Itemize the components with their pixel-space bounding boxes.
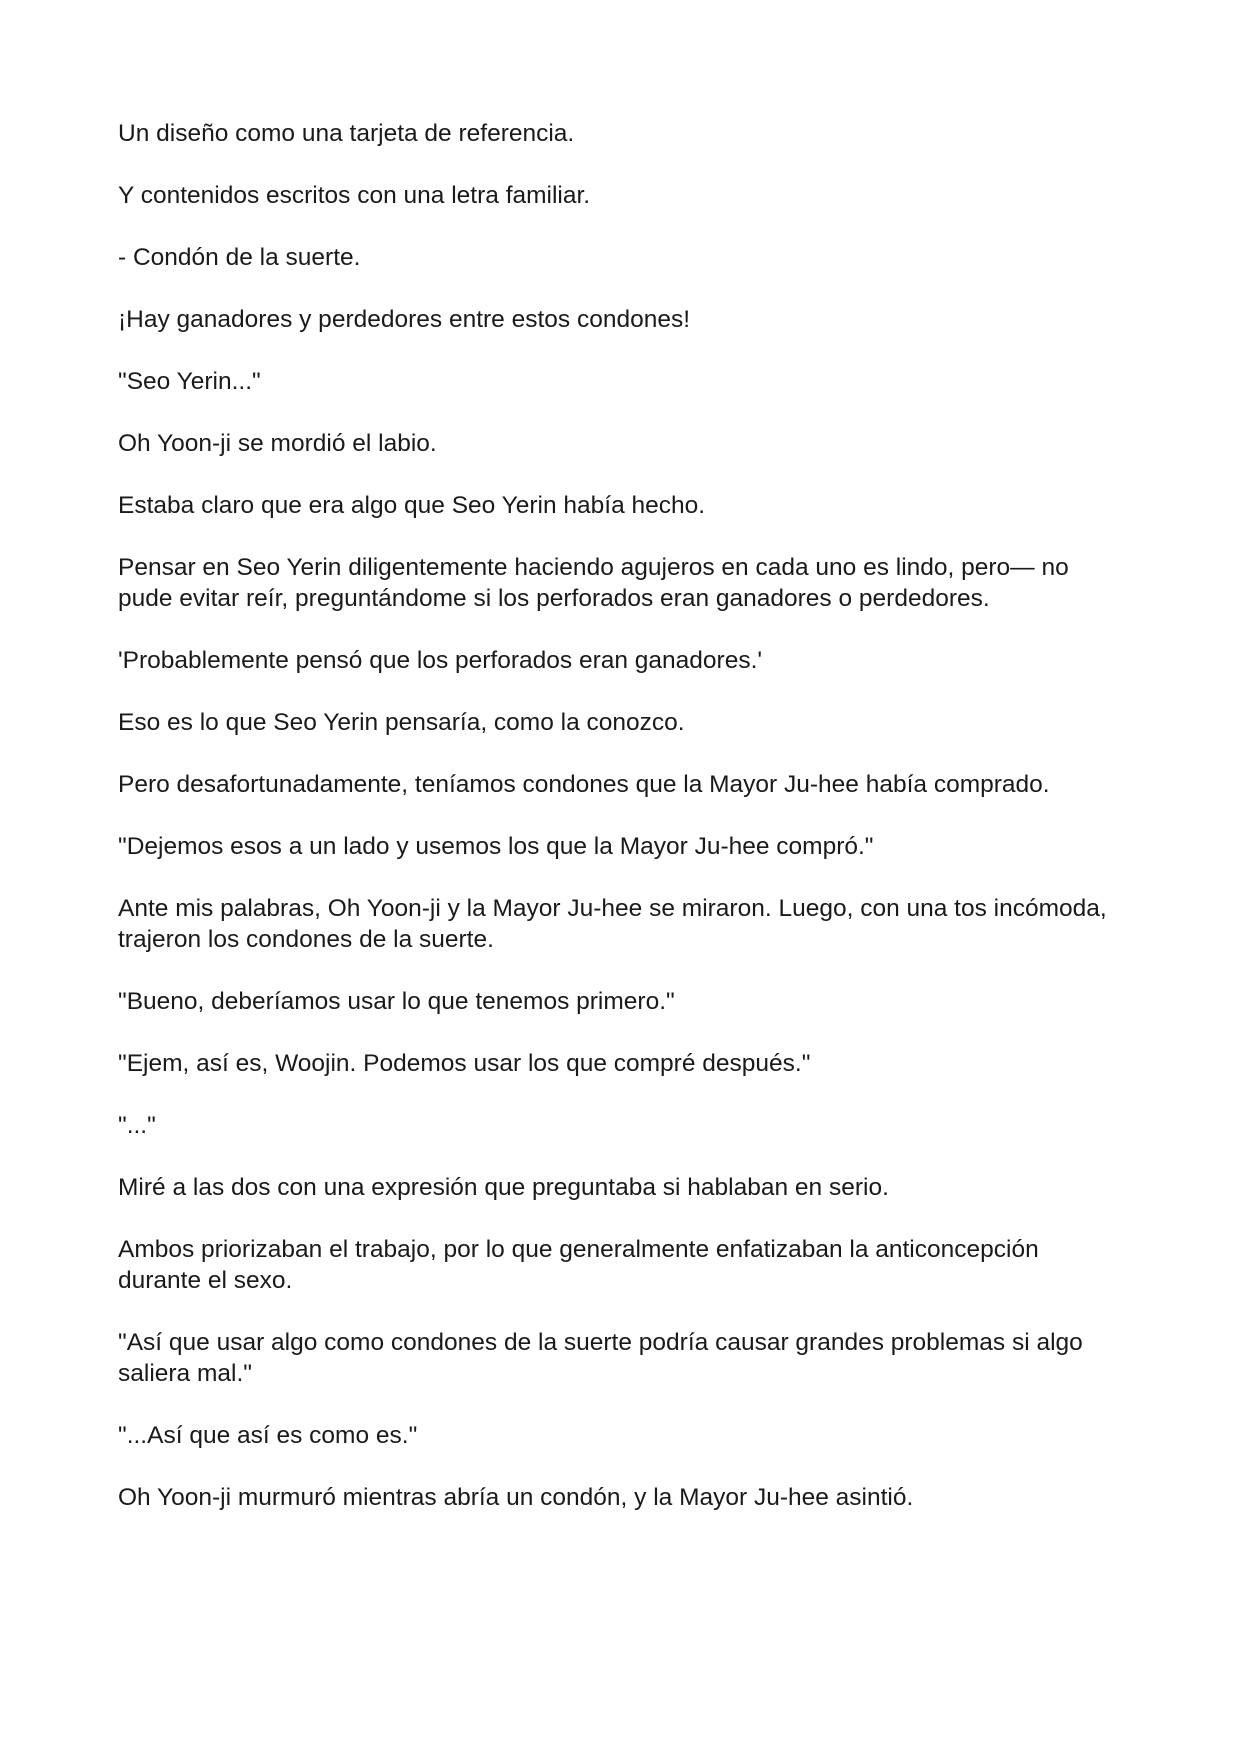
paragraph: Oh Yoon-ji se mordió el labio. [118,430,437,457]
paragraph: Un diseño como una tarjeta de referencia. [118,120,575,147]
paragraph: Pero desafortunadamente, teníamos condones que la Mayor Ju-hee había comprado. [118,771,1050,798]
paragraph: - Condón de la suerte. [118,244,361,271]
paragraph: ¡Hay ganadores y perdedores entre estos condones! [118,306,691,333]
paragraph: "Seo Yerin..." [118,368,261,395]
paragraph: Miré a las dos con una expresión que preguntaba si hablaban en serio. [118,1174,889,1201]
paragraph: "Bueno, deberíamos usar lo que tenemos primero." [118,988,675,1015]
paragraph: "Dejemos esos a un lado y usemos los que la Mayor Ju-hee compró." [118,833,874,860]
paragraph: "..." [118,1112,156,1139]
paragraph: Eso es lo que Seo Yerin pensaría, como la conozco. [118,709,685,736]
paragraph: Pensar en Seo Yerin diligentemente haciendo agujeros en cada uno es lindo, pero— no pude evitar reír, preguntándome si los perforados eran ganadores o perdedores. [118,554,1069,612]
paragraph: 'Probablemente pensó que los perforados eran ganadores.' [118,647,763,674]
paragraph: Ambos priorizaban el trabajo, por lo que generalmente enfatizaban la anticoncepción durante el sexo. [118,1236,1039,1294]
paragraph: Estaba claro que era algo que Seo Yerin había hecho. [118,492,706,519]
paragraph: Oh Yoon-ji murmuró mientras abría un condón, y la Mayor Ju-hee asintió. [118,1484,914,1511]
paragraph: Ante mis palabras, Oh Yoon-ji y la Mayor Ju-hee se miraron. Luego, con una tos incómoda, trajeron los condones de la suerte. [118,895,1107,953]
paragraph: Y contenidos escritos con una letra familiar. [118,182,591,209]
paragraph: "Ejem, así es, Woojin. Podemos usar los que compré después." [118,1050,811,1077]
document-body [118,118,1118,1544]
paragraph: "Así que usar algo como condones de la suerte podría causar grandes problemas si algo saliera mal." [118,1329,1083,1387]
paragraph: "...Así que así es como es." [118,1422,418,1449]
